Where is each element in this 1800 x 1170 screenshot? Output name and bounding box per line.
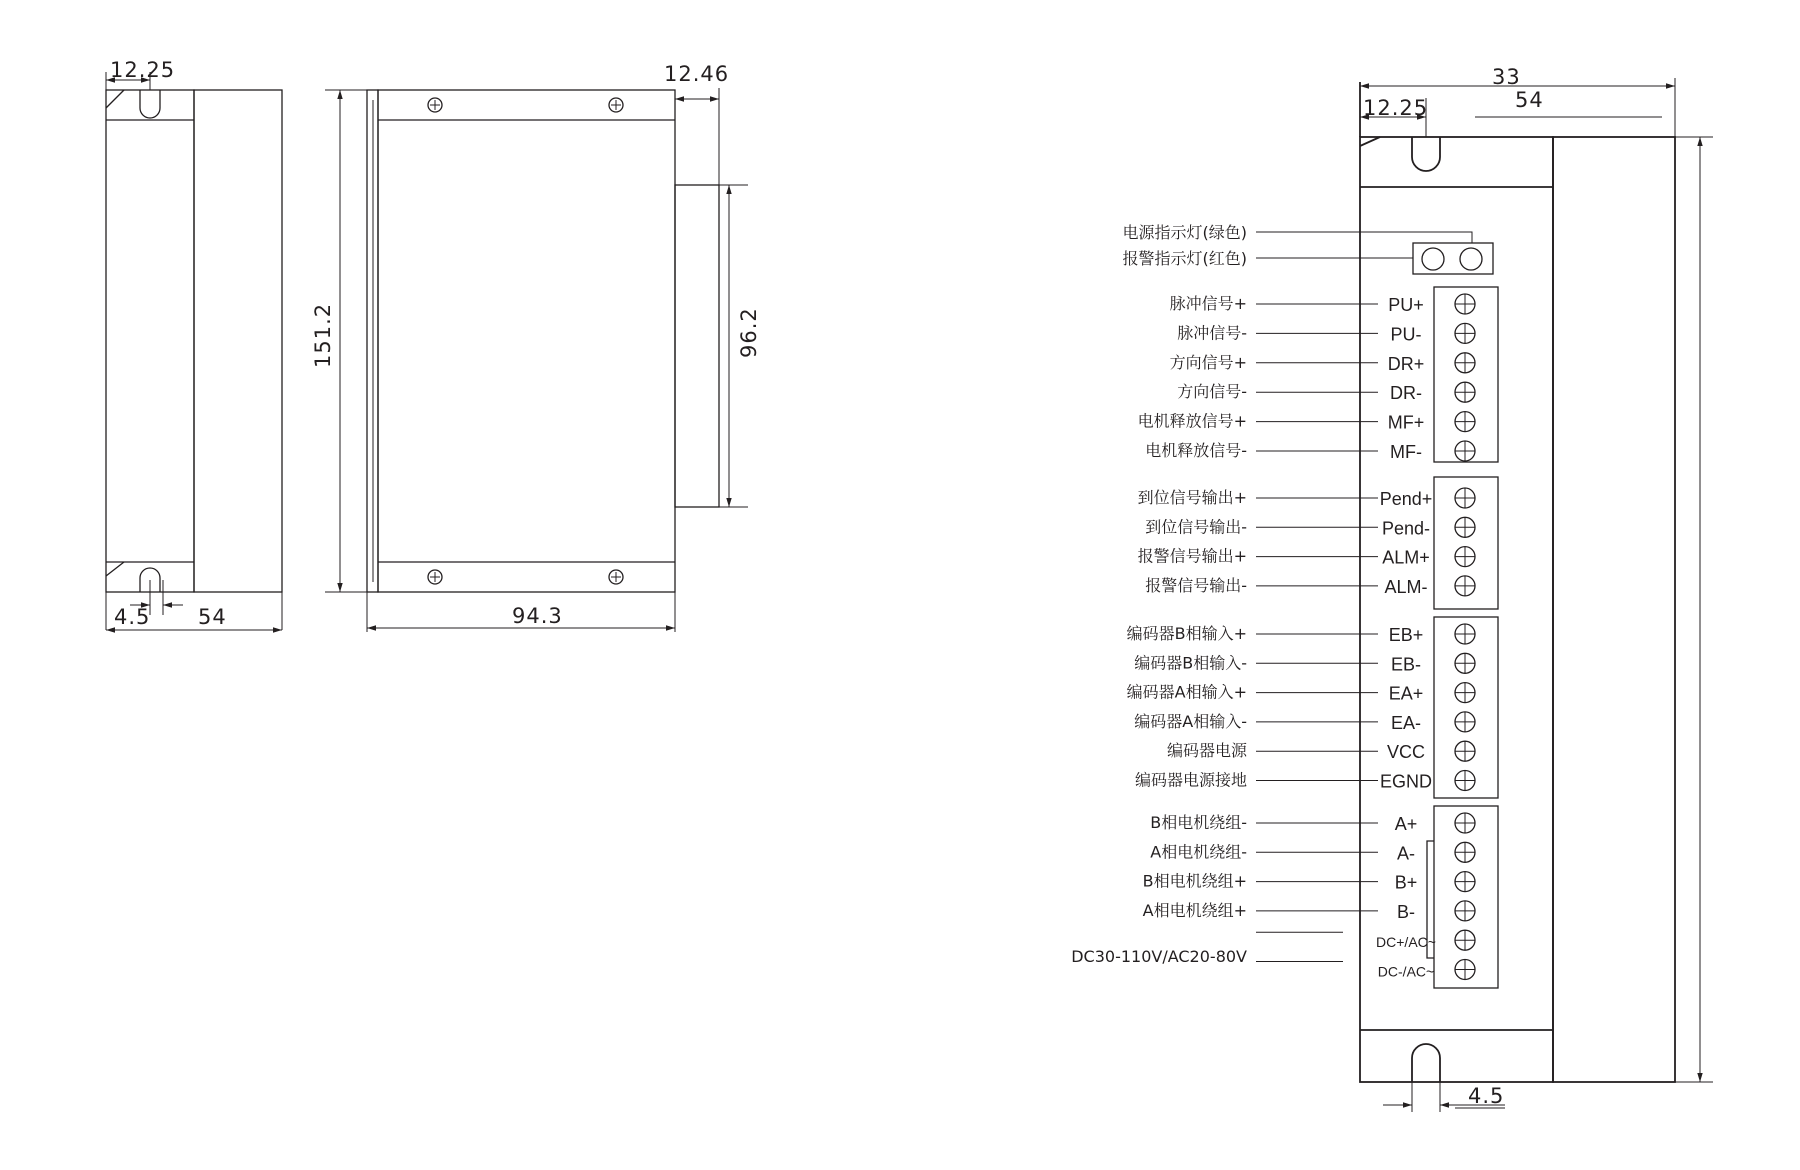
pin-label: A+ [1394,814,1418,834]
pin-description: 编码器B相输入+ [1126,624,1247,643]
side-view-top-slot [140,90,160,118]
pin-description: 到位信号输出+ [1137,488,1247,507]
dim-right-top-offset: 12.25 [1363,96,1429,120]
pin-label: B+ [1394,872,1418,893]
terminal-view-top-slot [1412,137,1440,171]
led-indicator-icon [1460,248,1482,270]
dim-front-right-offset: 12.46 [664,62,730,86]
pin-description: 报警信号输出- [1145,575,1247,595]
pin-description: A相电机绕组- [1150,842,1247,862]
pin-label: Pend- [1381,518,1431,539]
front-view-side-block [675,185,719,507]
pin-label: A- [1397,843,1415,864]
pin-label: MF- [1390,442,1422,462]
pin-description: B相电机绕组- [1150,813,1247,832]
dim-front-inner-height: 96.2 [737,307,761,358]
pin-description: 编码器电源接地 [1134,770,1247,790]
dim-front-height: 151.2 [311,302,335,368]
side-view-bottom-bevel [106,562,124,576]
front-view-body [378,90,675,592]
pin-label: DC+/AC~ [1376,934,1436,951]
led-indicator-icon [1422,248,1444,270]
pin-description: 编码器电源 [1166,741,1247,761]
pin-label: PU- [1390,324,1422,345]
pin-label: DC-/AC~ [1377,963,1435,980]
pin-label: PU+ [1388,295,1424,315]
pin-description: 到位信号输出- [1145,517,1247,537]
power-supply-label: DC30-110V/AC20-80V [1071,947,1247,966]
pin-label: EB- [1390,654,1422,675]
side-view-top-bevel [106,90,124,108]
side-view-body [106,90,194,592]
terminal-view-bottom-slot [1412,1044,1440,1082]
pin-label: EA- [1390,712,1422,733]
pin-label: DR+ [1387,353,1425,374]
indicator-label-power: 电源指示灯(绿色) [1122,223,1247,242]
dim-side-bottom-slot: 4.5 [114,605,151,629]
indicator-label-alarm: 报警指示灯(红色) [1122,249,1247,268]
side-view-heatsink [194,90,282,592]
pin-label: ALM- [1384,576,1428,597]
pin-description: 电机释放信号+ [1137,411,1247,431]
terminal-view-heatsink [1553,137,1675,1082]
dim-right-top-width: 33 [1492,65,1521,89]
pin-description: 方向信号+ [1169,352,1247,372]
pin-description: 编码器A相输入+ [1126,682,1247,702]
pin-description: B相电机绕组+ [1142,871,1247,891]
pin-description: 电机释放信号- [1145,441,1247,460]
terminal-view [1071,65,1713,1112]
front-view-screws [428,98,623,584]
dim-front-width: 94.3 [512,604,563,628]
pin-label: B- [1397,901,1415,922]
pin-description: 方向信号- [1177,382,1247,402]
dim-side-depth: 54 [198,605,227,629]
dim-right-bottom-slot: 4.5 [1468,1084,1505,1108]
led-box [1413,243,1493,274]
pin-description: 脉冲信号+ [1169,294,1247,313]
dim-right-top-depth: 54 [1515,88,1544,112]
pin-label: DR- [1390,383,1422,404]
pin-label: ALM+ [1382,547,1430,568]
terminal-blocks [1127,287,1498,988]
side-view [106,58,282,630]
dim-side-top-width: 12.25 [110,58,176,82]
mounting-screw-cross [430,100,621,582]
pin-description: 编码器B相输入- [1134,653,1247,673]
pin-label: EA+ [1388,683,1424,704]
terminal-block [1434,477,1498,609]
terminal-block [1434,287,1498,462]
front-view [311,62,761,632]
pin-description: A相电机绕组+ [1142,900,1247,920]
pin-label: Pend+ [1379,489,1433,509]
pin-label: MF+ [1387,412,1425,433]
pin-label: EB+ [1388,625,1424,645]
pin-description: 报警信号输出+ [1137,546,1247,566]
pin-description: 脉冲信号- [1177,323,1247,343]
pin-label: EGND [1379,771,1433,792]
indicator-leader-lines [1256,232,1472,258]
terminal-view-top-bevel [1360,137,1380,146]
pin-description: 编码器A相输入- [1134,711,1247,731]
pin-label: VCC [1386,742,1426,763]
